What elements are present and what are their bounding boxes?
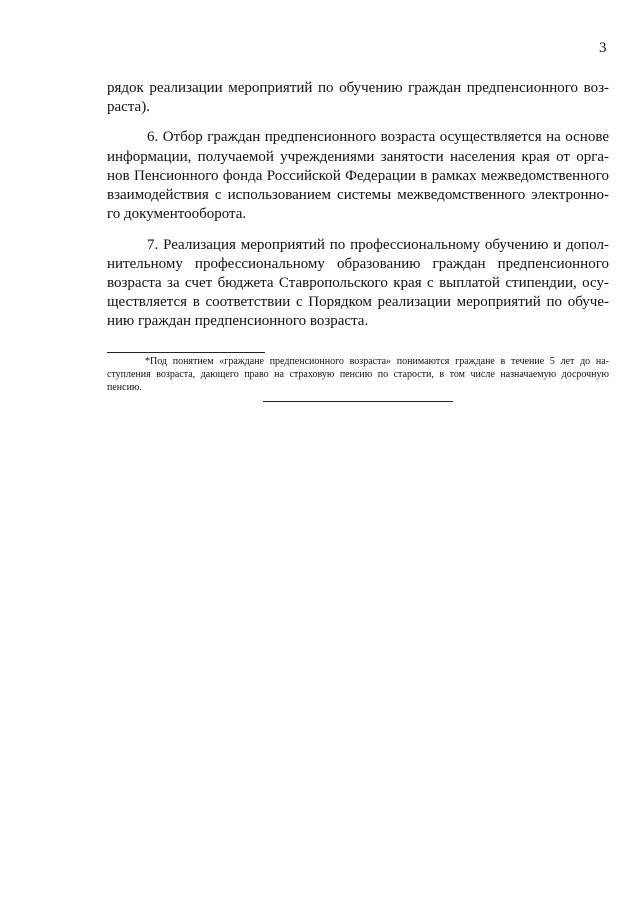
text-line: нию граждан предпенсионного возраста. [107,313,369,329]
footnote-line: ступления возраста, дающего право на страховую пенсию по старости, в том числе назначаемую досрочную [107,369,609,380]
page-number: 3 [599,40,607,56]
text-line: 6. Отбор граждан предпенсионного возраста осуществляется на основе [147,129,609,145]
text-line: нительному профессиональному образованию граждан предпенсионного [107,256,609,272]
text-line: рядок реализации мероприятий по обучению граждан предпенсионного воз- [107,80,609,96]
text-line: информации, получаемой учреждениями занятости населения края от орга- [107,149,609,165]
footnote-line: пенсию. [107,382,142,393]
footnote-separator [107,352,265,353]
end-of-document-rule [263,401,453,402]
text-line: го документооборота. [107,206,247,222]
text-line: 7. Реализация мероприятий по профессиональному обучению и допол- [147,237,609,253]
text-line: раста). [107,99,150,115]
text-line: взаимодействия с использованием системы межведомственного электронно- [107,187,609,203]
text-line: возраста за счет бюджета Ставропольского края с выплатой стипендии, осу- [107,275,609,291]
text-line: нов Пенсионного фонда Российской Федерации в рамках межведомственного [107,168,609,184]
text-line: ществляется в соответствии с Порядком реализации мероприятий по обуче- [107,294,609,310]
footnote-line: *Под понятием «граждане предпенсионного возраста» понимаются граждане в течение 5 лет до на- [145,356,609,367]
